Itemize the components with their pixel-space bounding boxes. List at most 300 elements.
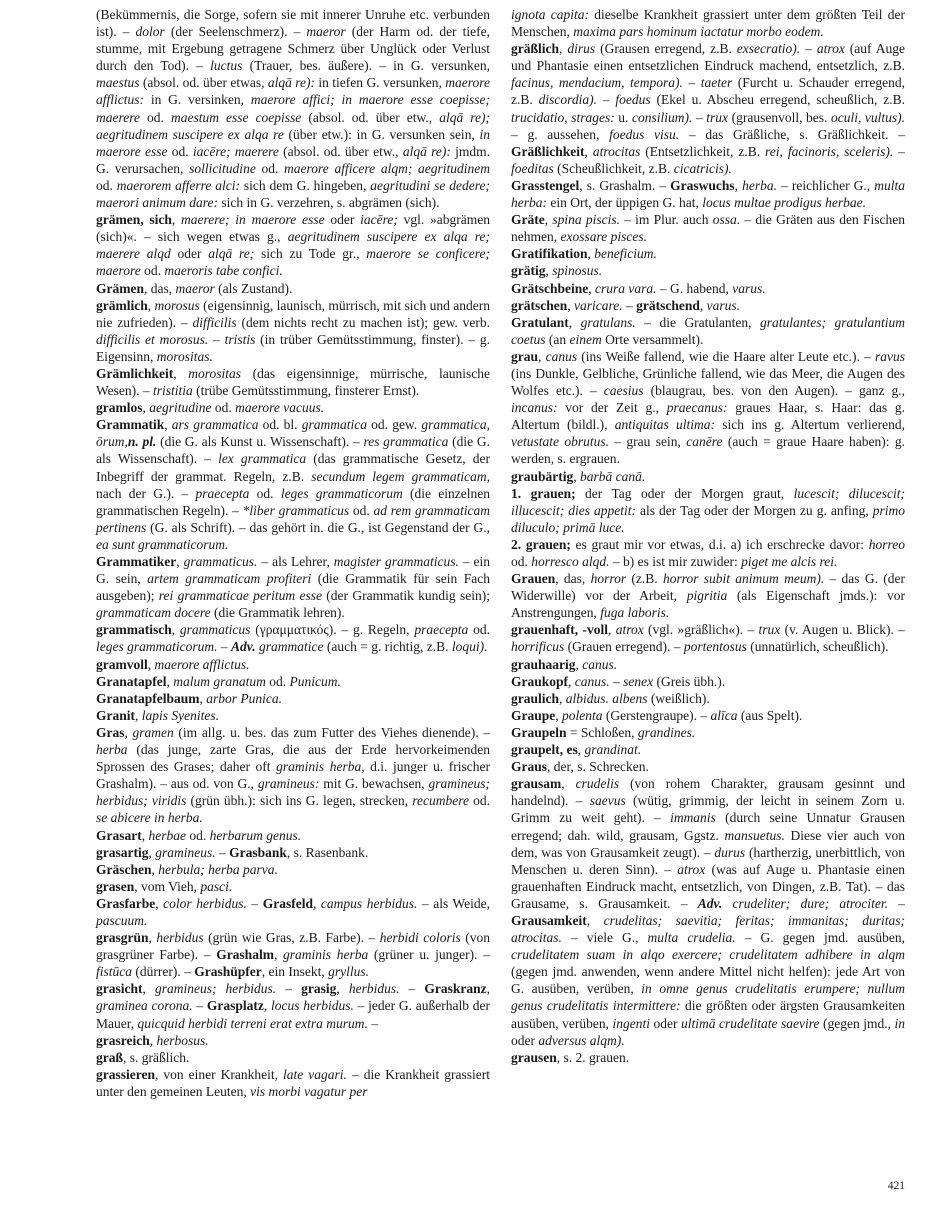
latin-text: praecanus: — [666, 400, 728, 416]
headword: Grasart — [96, 827, 142, 843]
latin-text: morositas. — [156, 348, 213, 364]
german-text: (das junge, zarte Gras, die aus der Erde hervorkeimenden Sprossen des Grases; daher oft — [96, 742, 490, 775]
german-text: (an — [545, 331, 570, 347]
latin-text: gramineus; herbidus; viridis — [96, 776, 490, 809]
latin-text: Adv. — [697, 895, 723, 911]
latin-text: gramineus. — [155, 844, 216, 860]
latin-text: res grammatica — [363, 434, 449, 450]
german-text: – b) es ist mir zuwider: — [609, 554, 742, 569]
german-text: – — [192, 998, 207, 1014]
german-text: (von grasgrüner Farbe). – — [96, 930, 491, 963]
latin-text: alqā re): — [267, 75, 315, 91]
dictionary-entry — [96, 211, 490, 279]
german-text: u. — [614, 109, 632, 125]
latin-text: multa crudelia. — [647, 930, 736, 946]
dictionary-entry — [511, 775, 905, 1049]
german-text: , — [171, 622, 180, 638]
german-text: , — [273, 947, 284, 963]
latin-text: grammaticam docere — [96, 605, 211, 621]
latin-text: foedus — [615, 92, 651, 108]
german-text: – als Lehrer, — [257, 554, 334, 569]
latin-text: canus — [545, 348, 578, 364]
headword: Gratifikation — [511, 246, 588, 262]
dictionary-entry — [96, 861, 490, 878]
latin-text: beneficium. — [594, 246, 657, 262]
dictionary-entry — [511, 348, 905, 468]
latin-text: trucidatio, strages: — [511, 109, 615, 125]
german-text: od. bl. — [258, 417, 302, 433]
latin-text: ultimā crudelitate saevire — [681, 1015, 820, 1031]
latin-text: Punicum. — [289, 673, 341, 689]
german-text: , — [263, 998, 272, 1014]
german-text: (grün übh.): sich ins G. legen, strecken, — [186, 793, 413, 809]
latin-text: maerore afflictus. — [154, 656, 250, 672]
german-text: (die Grammatik für sein Fach ausgeben); — [96, 571, 491, 604]
latin-text: spina piscis. — [552, 212, 620, 228]
german-text: (z.B. — [626, 571, 663, 587]
german-text: (Ekel u. Abscheu erregend, scheußlich, z.B. — [650, 92, 906, 108]
german-text: sich in G. verzehren, s. abgrämen (sich). — [218, 195, 440, 211]
german-text: (die G. als Wissenschaft). – — [96, 434, 490, 467]
latin-text: trux — [758, 622, 781, 638]
german-text: od. — [349, 502, 374, 518]
headword: grasen — [96, 878, 135, 894]
headword: grasreich — [96, 1032, 150, 1048]
german-text: , von einer Krankheit, — [155, 1066, 284, 1082]
latin-text: in — [894, 1015, 906, 1031]
german-text: , — [142, 981, 155, 997]
dictionary-entry — [511, 297, 905, 314]
latin-text: crudelis — [575, 776, 620, 792]
german-text: – das G. (der Widerwille) vor der Arbeit, — [511, 571, 905, 604]
german-text: – — [367, 1015, 379, 1031]
latin-text: maerore vacuus. — [235, 400, 325, 416]
german-text: , — [336, 981, 349, 997]
dictionary-entry — [96, 844, 490, 861]
latin-text: maerore se conficere; maerore — [96, 246, 491, 279]
latin-text: ossa. — [712, 212, 741, 228]
latin-text: malum granatum — [173, 673, 266, 689]
headword: grätig — [511, 263, 546, 279]
latin-text: spinosus. — [552, 263, 603, 279]
latin-text: *liber grammaticus — [242, 502, 350, 518]
german-text: od. — [468, 622, 490, 638]
german-text: , — [734, 177, 743, 193]
latin-text: lucescit; dilucescit; illucescit; dies appetit: — [511, 485, 905, 518]
headword: Gräte — [511, 212, 545, 228]
latin-text: facinus, mendacium, tempora). — [511, 75, 683, 91]
latin-text: varus. — [706, 297, 740, 313]
german-text: (eigensinnig, launisch, mürrisch, mit sich und andern nie zufrieden). – — [96, 297, 490, 330]
dictionary-entry — [96, 1032, 490, 1049]
latin-text: grandines. — [637, 724, 696, 740]
german-text: , — [587, 246, 595, 262]
latin-text: alīca — [710, 707, 738, 723]
german-text: , — [124, 724, 133, 740]
german-text: (auch = g. richtig, z.B. — [323, 639, 452, 655]
german-text: (trübe Gemütsstimmung, finsterer Ernst). — [192, 383, 420, 399]
latin-text: maerere; in maerore esse — [181, 212, 325, 228]
latin-text: grammatica, ōrum, — [96, 417, 490, 450]
latin-text: senex — [623, 673, 654, 689]
german-text: – — [893, 143, 906, 159]
latin-text: praecepta — [195, 485, 250, 501]
german-text: , s. Grashalm. – — [579, 177, 671, 193]
german-text: dieselbe Krankheit grassiert unter dem größten Teil der Menschen, — [511, 7, 905, 40]
latin-text: pascuum. — [96, 912, 148, 928]
dictionary-entry — [511, 485, 905, 536]
headword: gräßlich — [511, 41, 560, 57]
german-text: (auf Auge und Phantasie einen entsetzlichen Eindruck machend, entsetzlich, z.B. — [511, 41, 906, 74]
headword: gramlos — [96, 400, 143, 416]
dictionary-entry — [511, 690, 905, 707]
german-text: – grau sein, — [608, 434, 687, 450]
german-text: , — [584, 143, 593, 159]
latin-text: arbor Punica. — [206, 690, 283, 706]
german-text: es graut mir vor etwas, d.i. a) ich erschrecke davor: — [570, 536, 869, 552]
german-text: , — [148, 844, 156, 860]
headword: 2. grauen; — [511, 536, 571, 552]
latin-text: ad rem grammaticam pertinens — [96, 502, 490, 535]
dictionary-entry — [511, 245, 905, 262]
german-text: , — [142, 400, 150, 416]
dictionary-entry — [96, 656, 490, 673]
headword: grausam — [511, 776, 562, 792]
latin-text: herbosus. — [156, 1032, 209, 1048]
latin-text: Adv. — [231, 639, 256, 655]
german-text: – G. habend, — [656, 280, 733, 296]
german-text: (durch seine Unnatur Grausen erregend; dah. wild, grausam, Ggstz. — [511, 810, 905, 843]
german-text: oder — [649, 1015, 681, 1031]
latin-text: atrox — [816, 41, 845, 57]
headword: Gräßlichkeit — [511, 143, 585, 159]
german-text: sich zu Tode gr., — [254, 246, 367, 262]
headword: Gräschen — [96, 861, 152, 877]
latin-text: morositas — [188, 365, 242, 381]
latin-text: atrocitas — [592, 143, 641, 159]
latin-text: canēre — [686, 434, 723, 450]
latin-text: maerore afficere alqm; aegritudinem — [284, 160, 490, 176]
german-text: , das, — [144, 280, 176, 296]
german-text: (der Harm od. der tiefe, stumme, mit Ergebung getragene Schmerz über Unglück oder Verlust durch den Tod). – — [96, 24, 490, 74]
german-text: , — [573, 468, 580, 484]
dictionary-entry — [511, 724, 905, 741]
latin-text: difficilis — [192, 314, 237, 330]
german-text: (die einzelnen grammatischen Regeln). – — [96, 485, 490, 518]
german-text: (Entsetzlichkeit, z.B. — [640, 143, 766, 159]
german-text: , — [155, 895, 164, 911]
latin-text: alqā re; — [208, 246, 255, 262]
german-text: (als Eigenschaft jmds.): vor Anstrengungen, — [511, 588, 906, 621]
latin-text: loqui). — [451, 639, 488, 655]
german-text — [722, 896, 732, 911]
latin-text: in omne genus crudelitatis erumpere; nullum genus crudelitatis intermittere: — [511, 981, 905, 1014]
german-text: nach der G.). – — [96, 485, 196, 501]
german-text: , — [699, 297, 707, 313]
german-text: (Grausen erregend, z.B. — [595, 41, 737, 57]
dictionary-entry — [96, 690, 490, 707]
latin-text: iacēre; — [360, 212, 398, 228]
german-text: (Greis übh.). — [653, 673, 726, 689]
headword: Grasfarbe — [96, 895, 156, 911]
latin-text: horror — [590, 571, 627, 587]
german-text: Diese vier auch von dem, was von Grausamkeit zeugt). – — [511, 827, 905, 860]
german-text: – jeder G. außerhalb der Mauer, — [96, 998, 491, 1031]
german-text: , — [151, 861, 159, 877]
latin-text: atrox — [615, 622, 644, 638]
headword: grauenhaft, -voll — [511, 622, 608, 638]
german-text: , — [559, 41, 568, 57]
latin-text: alqā re): — [402, 143, 451, 159]
german-text: oder — [324, 212, 361, 228]
german-text: (wütig, grimmig, der leicht in seinem Zorn u. Grimm zu weit geht). – — [511, 793, 905, 826]
latin-text: graminis herba, — [276, 759, 365, 775]
latin-text: incanus: — [511, 400, 558, 416]
german-text: (ins Weiße fallend, wie die Haare alter Leute etc.). – — [577, 348, 876, 364]
dictionary-entry — [511, 177, 905, 211]
latin-text: leges grammaticorum — [280, 485, 403, 501]
headword: Graswuchs — [670, 177, 735, 193]
headword: grau — [511, 348, 538, 364]
latin-text: crudelitatem suam in alqo exercere; crudelitatem adhibere in alqm — [511, 947, 905, 963]
german-text: die größten oder ärgsten Grausamkeiten ausüben, verüben, — [511, 998, 905, 1031]
left-column — [96, 6, 490, 1100]
latin-text: piget me alcis rei. — [741, 554, 838, 569]
headword: Grasstengel — [511, 177, 580, 193]
latin-text: late vagari. — [283, 1066, 347, 1082]
latin-text: horror subit animum meum). — [662, 571, 825, 587]
german-text: – g. aussehen, — [511, 126, 610, 142]
german-text: (als Zustand). — [214, 280, 293, 296]
latin-text: iacēre; maerere — [192, 143, 279, 159]
dictionary-entry — [96, 980, 490, 1031]
german-text: , — [559, 690, 566, 706]
latin-text: barbā canā. — [580, 468, 646, 484]
dictionary-entry — [96, 399, 490, 416]
latin-text: herbidus. — [348, 981, 400, 997]
german-text: od. — [140, 263, 165, 279]
dictionary-entry — [96, 1066, 490, 1100]
german-text: , — [141, 827, 149, 843]
headword: Graskranz — [424, 981, 487, 997]
german-text: (aus Spelt). — [737, 707, 803, 723]
latin-text: canus. — [582, 656, 618, 672]
german-text: – das Gräßliche, s. Gräßlichkeit. – — [679, 126, 905, 142]
german-text: od. — [511, 554, 532, 569]
latin-text: herbidus — [156, 930, 204, 946]
german-text: od. — [139, 109, 171, 125]
german-text: – — [217, 639, 231, 655]
latin-text: secundum legem grammaticam, — [311, 468, 490, 484]
latin-text: quicquid herbidi terreni erat extra murum. — [137, 1015, 368, 1031]
german-text: (das grammatische Gesetz, der Inbegriff der grammat. Regeln, z.B. — [96, 451, 490, 484]
german-text: oder — [511, 1032, 539, 1048]
latin-text: maestus — [96, 75, 140, 91]
latin-text: maxima pars hominum iactatur morbo eodem. — [573, 24, 824, 40]
dictionary-entry — [96, 280, 490, 297]
headword: Grämen — [96, 280, 144, 296]
german-text: , s. 2. grauen. — [556, 1049, 630, 1065]
german-text: , — [545, 263, 553, 279]
latin-text: praecepta — [414, 622, 469, 638]
german-text: , — [135, 707, 142, 723]
latin-text: difficilis et morosus. — [96, 331, 209, 347]
latin-text: cicatricis). — [673, 160, 732, 176]
dictionary-entry — [511, 536, 905, 570]
german-text: (von rohem Charakter, grausam gesinnt und handelnd). – — [511, 776, 906, 809]
german-text: – — [399, 981, 425, 997]
latin-text: discordia). — [538, 92, 597, 108]
german-text: (grausenvoll, bes. — [728, 109, 831, 125]
latin-text: locus herbidus. — [271, 998, 354, 1014]
latin-text: polenta — [562, 707, 603, 723]
dictionary-entry — [511, 280, 905, 297]
headword: Grasbank — [229, 844, 287, 860]
german-text: od. — [185, 827, 210, 843]
dictionary-entry — [511, 707, 905, 724]
latin-text: se abicere in herba. — [96, 810, 203, 826]
german-text: in tiefen G. versunken, — [315, 75, 446, 91]
latin-text: portentosus — [683, 639, 747, 655]
dictionary-entry — [511, 211, 905, 245]
german-text: – die Gräten aus den Fischen nehmen, — [511, 212, 905, 245]
latin-text: ars grammatica — [171, 417, 259, 433]
dictionary-entry — [511, 758, 905, 775]
german-text: (die G. als Kunst u. Wissenschaft). – — [156, 434, 364, 450]
latin-text: horrificus — [511, 639, 565, 655]
german-text: mit G. bewachsen, — [319, 776, 429, 792]
latin-text: pigritia — [686, 588, 728, 604]
headword: Grämlichkeit — [96, 365, 174, 381]
dictionary-entry — [96, 621, 490, 655]
latin-text: pasci. — [200, 878, 233, 894]
german-text: – ein G. sein, — [96, 554, 490, 587]
latin-text: recumbere — [412, 793, 469, 809]
german-text: (der Seelenschmerz). – — [164, 24, 307, 40]
german-text: (auch = graue Haare haben): g. werden, s. ergrauen. — [511, 434, 905, 467]
headword: grassieren — [96, 1066, 155, 1082]
latin-text: varicare. — [574, 297, 623, 313]
latin-text: foedus visu. — [609, 126, 680, 142]
german-text: (blaugrau, bes. von den Augen). – ganz g., — [643, 383, 905, 399]
latin-text: graminis herba — [283, 947, 369, 963]
latin-text: gratulans. — [580, 314, 636, 330]
german-text: (v. Augen u. Blick). – — [780, 622, 905, 638]
german-text: , der, s. Schrecken. — [547, 759, 649, 775]
latin-text: herba. — [742, 177, 777, 193]
latin-text: rei grammaticae peritum esse — [158, 588, 322, 604]
german-text: (absol. od. über etw., — [301, 109, 440, 125]
latin-text: antiquitas ultima: — [614, 417, 716, 433]
headword: graß — [96, 1049, 123, 1065]
german-text: , — [575, 656, 583, 672]
headword: Granatapfelbaum — [96, 690, 200, 706]
german-text: od. — [211, 400, 236, 416]
latin-text: ingenti — [612, 1015, 650, 1031]
german-text: , — [149, 1032, 157, 1048]
german-text: , — [166, 673, 174, 689]
german-text: , — [486, 981, 491, 997]
german-text: (Trauer, bes. äußere). – in G. versunken, — [242, 58, 490, 74]
german-text: , — [148, 930, 157, 946]
german-text: – — [622, 297, 637, 313]
headword: grämlich — [96, 297, 148, 313]
german-text: od. — [265, 673, 290, 689]
latin-text: maeroris tabe confici. — [164, 263, 283, 279]
latin-text: multa herba: — [511, 177, 905, 211]
latin-text: n. pl. — [127, 434, 157, 450]
german-text: (der Grammatik kundig sein); — [321, 588, 490, 604]
latin-text: graminea corona. — [96, 998, 193, 1014]
german-text: (Furcht u. Schauder erregend, z.B. — [511, 75, 905, 108]
german-text: , — [544, 212, 553, 228]
german-text: , — [312, 895, 321, 911]
latin-text: maerorem afferre alci: — [116, 177, 240, 193]
headword: Grasplatz — [206, 998, 264, 1014]
german-text: – — [682, 75, 701, 91]
german-text: , — [588, 280, 595, 296]
latin-text: morosus — [154, 297, 200, 313]
german-text: , — [568, 314, 581, 330]
latin-text: grammatica — [301, 417, 367, 433]
headword: grätschend — [636, 297, 700, 313]
german-text: (G. als Schrift). – das gehört in. die G., ist Gegenstand der G., — [146, 519, 490, 535]
german-text: – — [246, 895, 263, 911]
german-text: (grün wie Gras, z.B. Farbe). – — [203, 930, 380, 946]
german-text: – — [609, 673, 624, 689]
headword: Graukopf — [511, 673, 569, 689]
headword: graulich — [511, 690, 560, 706]
dictionary-entry — [96, 1049, 490, 1066]
headword: Gras — [96, 724, 125, 740]
headword: grätschen — [511, 297, 568, 313]
german-text: (gegen jmd. anwenden, wenn andere Mittel nicht helfen): jede Art von G. ausüben, verüben, — [511, 964, 905, 997]
latin-text: campus herbidus. — [320, 895, 418, 911]
german-text: vor der Zeit g., — [557, 400, 667, 416]
latin-text: primo diluculo; primā luce. — [511, 502, 905, 535]
german-text: – reichlicher G., — [776, 177, 875, 193]
german-text: od. — [96, 177, 117, 193]
latin-text: leges grammaticorum. — [96, 639, 218, 655]
latin-text: trux — [706, 109, 729, 125]
latin-text: grammaticus. — [183, 554, 258, 569]
latin-text: gratulantes; gratulantium coetus — [511, 314, 905, 347]
german-text: – G. gegen jmd. ausüben, — [735, 930, 905, 946]
headword: Grammatiker — [96, 554, 177, 569]
german-text: (dem nichts recht zu machen ist); gew. verb. — [236, 314, 490, 330]
latin-text: ea sunt grammaticorum. — [96, 536, 229, 552]
german-text: – die Krankheit grassiert unter den gemeinen Leuten, — [96, 1066, 490, 1099]
german-text: , — [147, 297, 155, 313]
german-text: (hartherzig, unerbittlich, von Menschen u. deren Sinn). – — [511, 844, 905, 877]
german-text: – als Weide, — [417, 895, 491, 911]
german-text: d.i. junger u. frischer Grashalm). – aus od. von G., — [96, 759, 491, 792]
headword: Graus — [511, 759, 548, 775]
headword: grasicht — [96, 981, 143, 997]
headword: Graupeln — [511, 724, 567, 740]
german-text: (Bekümmernis, die Sorge, sofern sie mit innerer Unruhe etc. verbunden ist). – — [96, 7, 490, 40]
dictionary-entry — [96, 895, 490, 929]
german-text: (unnatürlich, scheußlich). — [746, 639, 889, 655]
german-text: (das eigensinnige, mürrische, launische Wesen). – — [96, 365, 491, 399]
dictionary-entry — [96, 878, 490, 895]
latin-text: tristitia — [153, 383, 193, 399]
latin-text: exossare pisces. — [560, 229, 647, 245]
german-text: – viele G., — [561, 930, 648, 946]
dictionary-entry — [511, 1049, 905, 1066]
latin-text: gramen — [132, 724, 174, 740]
dictionary-entry — [511, 741, 905, 758]
